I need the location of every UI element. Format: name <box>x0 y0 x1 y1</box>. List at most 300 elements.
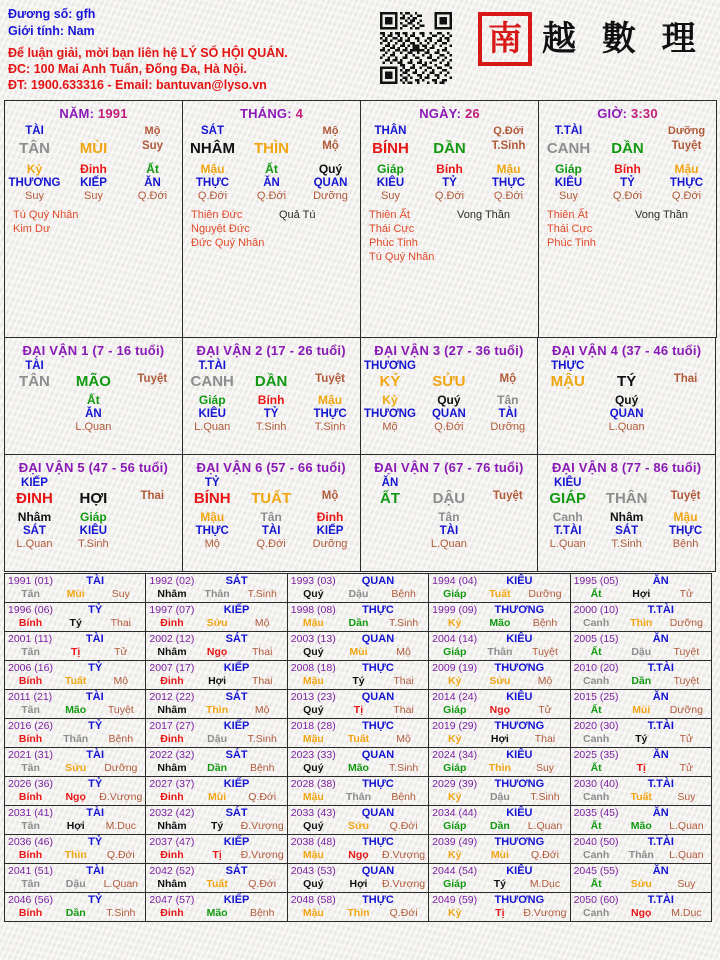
dai-van-stem: ẤT <box>379 490 400 507</box>
year-god: SÁT <box>225 749 248 761</box>
dai-van-state: Mộ <box>499 373 517 385</box>
year-cell[interactable] <box>428 834 570 864</box>
dai-van-god-stem: THƯƠNG <box>363 360 416 372</box>
spirit-item: Thái Cực <box>369 223 415 235</box>
qr-code-svg <box>380 12 452 84</box>
year-god: THƯƠNG <box>494 662 545 674</box>
hidden-stem-name-wrap <box>361 162 420 176</box>
year-cell[interactable] <box>4 689 146 719</box>
year-stem: Đinh <box>160 733 184 745</box>
year-branch: Tị <box>71 646 81 658</box>
year-stem: Quý <box>303 588 324 600</box>
year-stem: Nhâm <box>157 704 187 716</box>
hidden-stem-name: Tân <box>497 393 519 407</box>
hidden-stem-state: Dưỡng <box>490 421 526 433</box>
year-cell[interactable] <box>287 718 429 748</box>
year-branch: Tuất <box>347 733 370 745</box>
pillar-card-2 <box>360 100 539 338</box>
pillar-god-stem: T.TÀI <box>554 125 583 137</box>
year-label: 2024 (34) <box>432 749 478 761</box>
year-cell[interactable] <box>570 805 712 835</box>
year-cell[interactable] <box>428 892 570 922</box>
hidden-stem-state <box>5 421 64 433</box>
year-stem: Mậu <box>302 849 324 861</box>
year-label: 2040 (50) <box>573 836 619 848</box>
pillar-god-branch <box>242 125 301 137</box>
dai-van-row-1 <box>4 338 716 455</box>
year-cell[interactable] <box>570 602 712 632</box>
year-cell[interactable] <box>570 631 712 661</box>
year-cell[interactable] <box>287 834 429 864</box>
year-stem: Nhâm <box>157 646 187 658</box>
hidden-stem-name-wrap <box>656 510 715 524</box>
year-cell[interactable] <box>145 689 287 719</box>
year-state: Suy <box>535 762 555 774</box>
hidden-stem-name: Nhâm <box>17 510 52 524</box>
year-cell[interactable] <box>570 747 712 777</box>
dai-van-title: ĐẠI VẬN 6 (57 - 66 tuổi) <box>196 460 346 475</box>
year-cell[interactable] <box>287 660 429 690</box>
year-state: Suy <box>677 878 696 890</box>
year-label: 2044 (54) <box>432 865 478 877</box>
year-cell[interactable] <box>4 776 146 806</box>
hidden-stem-god: THƯƠNG <box>363 408 416 420</box>
hidden-stem-name-wrap <box>656 393 715 407</box>
year-table-row <box>4 835 716 864</box>
hidden-stem-god <box>538 408 597 420</box>
year-cell[interactable] <box>4 747 146 777</box>
year-cell[interactable] <box>4 834 146 864</box>
year-label: 1992 (02) <box>149 575 195 587</box>
hidden-stem-name-wrap <box>242 393 301 407</box>
year-branch: Tuất <box>630 791 652 803</box>
year-stem: Kỷ <box>448 675 462 687</box>
pillar-state-right: Mộ <box>144 125 161 137</box>
dai-van-stem: ĐINH <box>16 490 53 507</box>
year-stem: Ất <box>590 820 602 832</box>
year-label: 2019 (29) <box>432 720 478 732</box>
hidden-stem-state <box>123 421 182 433</box>
year-god: THỰC <box>362 894 394 906</box>
year-cell[interactable] <box>287 573 429 603</box>
year-cell[interactable] <box>287 689 429 719</box>
year-cell[interactable] <box>4 631 146 661</box>
hidden-stem-name: Quý <box>318 162 343 176</box>
hidden-stem-name: Mậu <box>674 162 699 176</box>
year-cell[interactable] <box>428 689 570 719</box>
year-branch: Hợi <box>349 878 368 890</box>
hidden-stem-state: T.Sinh <box>314 421 346 433</box>
spirit-item: Thiên Ất <box>547 209 588 221</box>
qr-code-icon[interactable] <box>380 12 452 84</box>
spirit-col-right <box>101 208 189 236</box>
year-table-row <box>4 661 716 690</box>
year-god: THỰC <box>362 662 394 674</box>
pillar-title: NGÀY: 26 <box>419 106 480 121</box>
year-state: Mộ <box>396 646 411 658</box>
year-god: TÀI <box>86 865 105 877</box>
hidden-stem-god: THỰC <box>195 525 229 537</box>
year-table-row <box>4 748 716 777</box>
year-branch: Ngọ <box>489 704 511 716</box>
year-cell[interactable] <box>428 863 570 893</box>
hidden-stem-god <box>123 408 182 420</box>
pillar-god-branch <box>598 125 657 137</box>
year-table-row <box>4 632 716 661</box>
hidden-stem-name-wrap <box>123 393 182 407</box>
year-god: TÀI <box>86 575 105 587</box>
pillar-branch: THÌN <box>254 140 289 157</box>
hidden-stem-god: QUAN <box>609 408 644 420</box>
year-cell[interactable] <box>570 573 712 603</box>
lieu-nien-table <box>0 572 720 922</box>
dai-van-title: ĐẠI VẬN 2 (17 - 26 tuổi) <box>196 343 346 358</box>
year-god: THỰC <box>362 720 394 732</box>
year-cell[interactable] <box>145 892 287 922</box>
year-branch: Dậu <box>631 646 652 658</box>
year-cell[interactable] <box>428 602 570 632</box>
year-god: THỰC <box>362 604 394 616</box>
year-stem: Mậu <box>302 675 324 687</box>
year-branch: Mùi <box>349 646 368 658</box>
hidden-stem-name-wrap <box>64 162 123 176</box>
year-state: Q.Đới <box>389 907 418 919</box>
year-cell[interactable] <box>428 776 570 806</box>
year-stem: Quý <box>303 704 324 716</box>
hidden-stem-name-wrap <box>301 393 360 407</box>
year-branch: Thìn <box>205 704 229 716</box>
year-state: Thai <box>393 704 414 716</box>
year-stem: Bính <box>18 733 43 745</box>
hidden-stem-name: Giáp <box>198 393 226 407</box>
year-stem: Tân <box>21 878 40 890</box>
hidden-stem-name-wrap <box>598 162 657 176</box>
pillar-state: Tuyệt <box>671 140 702 152</box>
dai-van-god-stem: KIÊU <box>553 477 582 489</box>
year-branch: Thìn <box>488 762 511 774</box>
year-cell[interactable] <box>570 892 712 922</box>
year-cell[interactable] <box>570 689 712 719</box>
year-cell[interactable] <box>570 834 712 864</box>
year-label: 1997 (07) <box>149 604 195 616</box>
year-state: Bệnh <box>108 733 134 745</box>
year-cell[interactable] <box>4 892 146 922</box>
hidden-stem-name-wrap <box>597 393 656 407</box>
spirit-item: Vong Thần <box>457 209 511 221</box>
year-cell[interactable] <box>145 660 287 690</box>
spirit-item: Vong Thần <box>635 209 689 221</box>
year-god: T.TÀI <box>647 604 674 616</box>
spirit-item: Quả Tú <box>279 209 316 221</box>
spirit-item: Thiên Ất <box>369 209 410 221</box>
year-branch: Dậu <box>489 791 510 803</box>
hidden-stem-name-wrap <box>479 162 538 176</box>
year-label: 2030 (40) <box>573 778 619 790</box>
year-stem: Bính <box>18 907 43 919</box>
year-state: Tử <box>679 762 694 774</box>
hidden-stem-name-wrap <box>301 510 360 524</box>
year-cell[interactable] <box>287 863 429 893</box>
dai-van-title: ĐẠI VẬN 5 (47 - 56 tuổi) <box>18 460 169 475</box>
year-cell[interactable] <box>145 834 287 864</box>
hidden-stem-name: Mậu <box>496 162 521 176</box>
dai-van-card-3[interactable] <box>537 337 716 455</box>
year-table-row <box>4 719 716 748</box>
hidden-stem-god: TÀI <box>439 525 459 537</box>
pillar-state: T.Sinh <box>491 140 526 152</box>
year-god: ĂN <box>652 575 669 587</box>
year-label: 1994 (04) <box>432 575 478 587</box>
hidden-stem-state: Q.Đới <box>434 190 465 202</box>
year-branch: Tị <box>353 704 364 716</box>
year-cell[interactable] <box>145 718 287 748</box>
year-stem: Canh <box>583 617 610 629</box>
dai-van-card-7[interactable] <box>537 454 716 572</box>
year-branch: Dần <box>348 617 369 629</box>
dai-van-card-4[interactable] <box>4 454 183 572</box>
hidden-stem-name: Giáp <box>377 162 404 176</box>
year-god: ĂN <box>652 807 669 819</box>
year-state: M.Dục <box>529 878 561 890</box>
year-table-row <box>4 603 716 632</box>
year-god: ĂN <box>652 749 669 761</box>
year-cell[interactable] <box>287 805 429 835</box>
year-cell[interactable] <box>145 776 287 806</box>
year-god: T.TÀI <box>647 894 674 906</box>
year-cell[interactable] <box>287 602 429 632</box>
pillar-card-1 <box>182 100 361 338</box>
hidden-stem-state: T.Sinh <box>611 538 642 550</box>
year-state: T.Sinh <box>530 791 560 803</box>
year-state: Mộ <box>254 704 270 716</box>
year-branch: Sửu <box>489 675 511 687</box>
dai-van-branch: DẦN <box>254 373 288 390</box>
hidden-stem-state <box>478 538 537 550</box>
year-god: KIẾP <box>223 836 250 848</box>
hidden-stem-state: Mộ <box>382 421 398 433</box>
year-stem: Đinh <box>160 675 184 687</box>
hidden-stem-name-wrap <box>242 162 301 176</box>
dai-van-state: Tuyệt <box>670 490 701 502</box>
dai-van-stem: BÍNH <box>193 490 231 507</box>
year-cell[interactable] <box>145 573 287 603</box>
year-cell[interactable] <box>287 776 429 806</box>
hidden-stem-name-wrap <box>657 162 716 176</box>
year-cell[interactable] <box>570 776 712 806</box>
hidden-stem-god: THỰC <box>669 177 704 189</box>
pillar-spirits <box>361 202 538 264</box>
hidden-stem-name: Quý <box>437 393 461 407</box>
hidden-stem-name-wrap <box>539 162 598 176</box>
hidden-stem-name-wrap <box>361 510 420 524</box>
year-label: 2048 (58) <box>290 894 336 906</box>
year-cell[interactable] <box>428 805 570 835</box>
year-state: Q.Đới <box>248 791 277 803</box>
pillar-spirits <box>539 202 716 250</box>
header-branding <box>368 6 712 100</box>
year-cell[interactable] <box>4 660 146 690</box>
hidden-stem-state: L.Quan <box>549 538 586 550</box>
year-branch: Thân <box>628 849 654 861</box>
year-state: Thai <box>534 733 556 745</box>
dai-van-row-2 <box>4 455 716 572</box>
hidden-stem-name: Ất <box>146 162 159 176</box>
hidden-stem-state: Q.Đới <box>434 421 464 433</box>
year-god: KIẾP <box>223 720 250 732</box>
hidden-stem-name-wrap <box>64 393 123 407</box>
hidden-stem-name-wrap <box>478 393 537 407</box>
year-cell[interactable] <box>428 573 570 603</box>
year-cell[interactable] <box>428 747 570 777</box>
dai-van-branch: TÝ <box>617 373 637 390</box>
year-god: KIẾP <box>223 604 250 616</box>
year-stem: Ất <box>590 762 602 774</box>
hidden-stem-god: QUAN <box>313 177 348 189</box>
hidden-stem-state: Q.Đới <box>256 190 287 202</box>
hidden-stem-state <box>656 421 715 433</box>
year-stem: Bính <box>18 791 43 803</box>
year-cell[interactable] <box>145 805 287 835</box>
year-stem: Bính <box>18 617 43 629</box>
year-cell[interactable] <box>428 631 570 661</box>
year-cell[interactable] <box>570 863 712 893</box>
spirit-item: Thiên Đức <box>191 209 243 221</box>
year-branch: Thân <box>487 646 513 658</box>
year-branch: Mão <box>347 762 369 774</box>
year-state: Đ.Vượng <box>240 849 284 861</box>
hidden-stem-name: Nhâm <box>609 510 644 524</box>
year-state: Thai <box>110 617 132 629</box>
hidden-stem-name: Bính <box>436 162 463 176</box>
year-stem: Tân <box>21 820 40 832</box>
year-label: 2016 (26) <box>8 720 53 732</box>
year-table-row <box>4 777 716 806</box>
year-table-row <box>4 893 716 922</box>
year-cell[interactable] <box>287 747 429 777</box>
dai-van-card-5[interactable] <box>182 454 361 572</box>
year-cell[interactable] <box>4 718 146 748</box>
year-branch: Sửu <box>630 878 652 890</box>
page-header <box>0 0 720 100</box>
pillar-card-3 <box>538 100 717 338</box>
year-branch: Hợi <box>66 820 85 832</box>
pillar-title: THÁNG: 4 <box>240 106 303 121</box>
hidden-stem-name: Mậu <box>673 510 698 524</box>
year-cell[interactable] <box>145 863 287 893</box>
year-stem: Kỷ <box>448 791 462 803</box>
dai-van-card-1[interactable] <box>182 337 361 455</box>
hidden-stem-name-wrap <box>183 510 242 524</box>
year-label: 2006 (16) <box>8 662 53 674</box>
hidden-stem-name-wrap <box>419 393 478 407</box>
pillar-stem: CANH <box>546 140 591 157</box>
hidden-stem-state: Q.Đới <box>493 190 524 202</box>
dai-van-god-stem: T.TÀI <box>198 360 226 372</box>
spirit-item: Phúc Tinh <box>369 237 418 249</box>
year-cell[interactable] <box>145 747 287 777</box>
hidden-stem-state: Bệnh <box>672 538 699 550</box>
pillar-state-right: Mộ <box>322 125 339 137</box>
year-god: ĂN <box>652 691 669 703</box>
dai-van-card-6[interactable] <box>360 454 539 572</box>
dai-van-branch: TUẤT <box>251 490 292 507</box>
year-state: Suy <box>677 791 696 803</box>
year-stem: Canh <box>583 791 610 803</box>
year-state: Suy <box>111 588 130 600</box>
dai-van-card-0[interactable] <box>4 337 183 455</box>
dai-van-grid <box>0 338 720 572</box>
year-stem: Nhâm <box>157 878 187 890</box>
year-cell[interactable] <box>4 805 146 835</box>
year-branch: Dần <box>631 675 652 687</box>
dai-van-state: Tuyệt <box>492 490 523 502</box>
hidden-stem-state: Suy <box>84 190 103 202</box>
hidden-stem-god: KIÊU <box>376 177 405 189</box>
year-label: 2029 (39) <box>432 778 478 790</box>
spirit-col-right <box>635 208 720 250</box>
dai-van-stem: CANH <box>190 373 234 390</box>
year-label: 2003 (13) <box>290 633 336 645</box>
year-cell[interactable] <box>287 892 429 922</box>
year-branch: Tý <box>493 878 506 890</box>
dai-van-god-stem: ĂN <box>381 477 399 489</box>
hidden-stem-name: Canh <box>552 510 583 524</box>
year-cell[interactable] <box>145 631 287 661</box>
year-stem: Kỷ <box>448 849 462 861</box>
year-label: 2017 (27) <box>149 720 195 732</box>
year-state: Bệnh <box>532 617 558 629</box>
hidden-stem-god: KIẾP <box>316 525 344 537</box>
year-cell[interactable] <box>570 660 712 690</box>
year-label: 2038 (48) <box>290 836 336 848</box>
year-branch: Mão <box>206 907 228 919</box>
dai-van-card-2[interactable] <box>360 337 539 455</box>
year-cell[interactable] <box>145 602 287 632</box>
dai-van-state: Thai <box>140 490 165 502</box>
year-label: 2025 (35) <box>573 749 619 761</box>
year-label: 2018 (28) <box>290 720 336 732</box>
hidden-stem-name: Mậu <box>200 162 225 176</box>
year-branch: Dậu <box>207 733 227 745</box>
hidden-stem-name-wrap <box>419 510 478 524</box>
year-cell[interactable] <box>4 573 146 603</box>
year-state: Bệnh <box>249 762 275 774</box>
hidden-stem-state: Mộ <box>204 538 220 550</box>
year-branch: Ngọ <box>206 646 228 658</box>
year-stem: Đinh <box>160 791 184 803</box>
year-god: TỶ <box>88 720 103 732</box>
hidden-stem-god: ĂN <box>263 177 280 189</box>
year-cell[interactable] <box>428 660 570 690</box>
year-cell[interactable] <box>428 718 570 748</box>
year-cell[interactable] <box>570 718 712 748</box>
year-god: QUAN <box>361 633 395 645</box>
year-cell[interactable] <box>4 602 146 632</box>
year-branch: Thìn <box>630 617 653 629</box>
year-god: TÀI <box>85 633 104 645</box>
hidden-stem-god: ĂN <box>144 177 161 189</box>
year-branch: Tý <box>69 617 82 629</box>
year-stem: Ất <box>590 646 602 658</box>
year-label: 2033 (43) <box>290 807 336 819</box>
year-cell[interactable] <box>287 631 429 661</box>
hidden-stem-name: Tân <box>260 510 282 524</box>
year-branch: Tý <box>352 675 365 687</box>
year-stem: Canh <box>583 733 610 745</box>
year-label: 2008 (18) <box>290 662 336 674</box>
year-cell[interactable] <box>4 863 146 893</box>
hidden-stem-name: Đinh <box>80 162 107 176</box>
